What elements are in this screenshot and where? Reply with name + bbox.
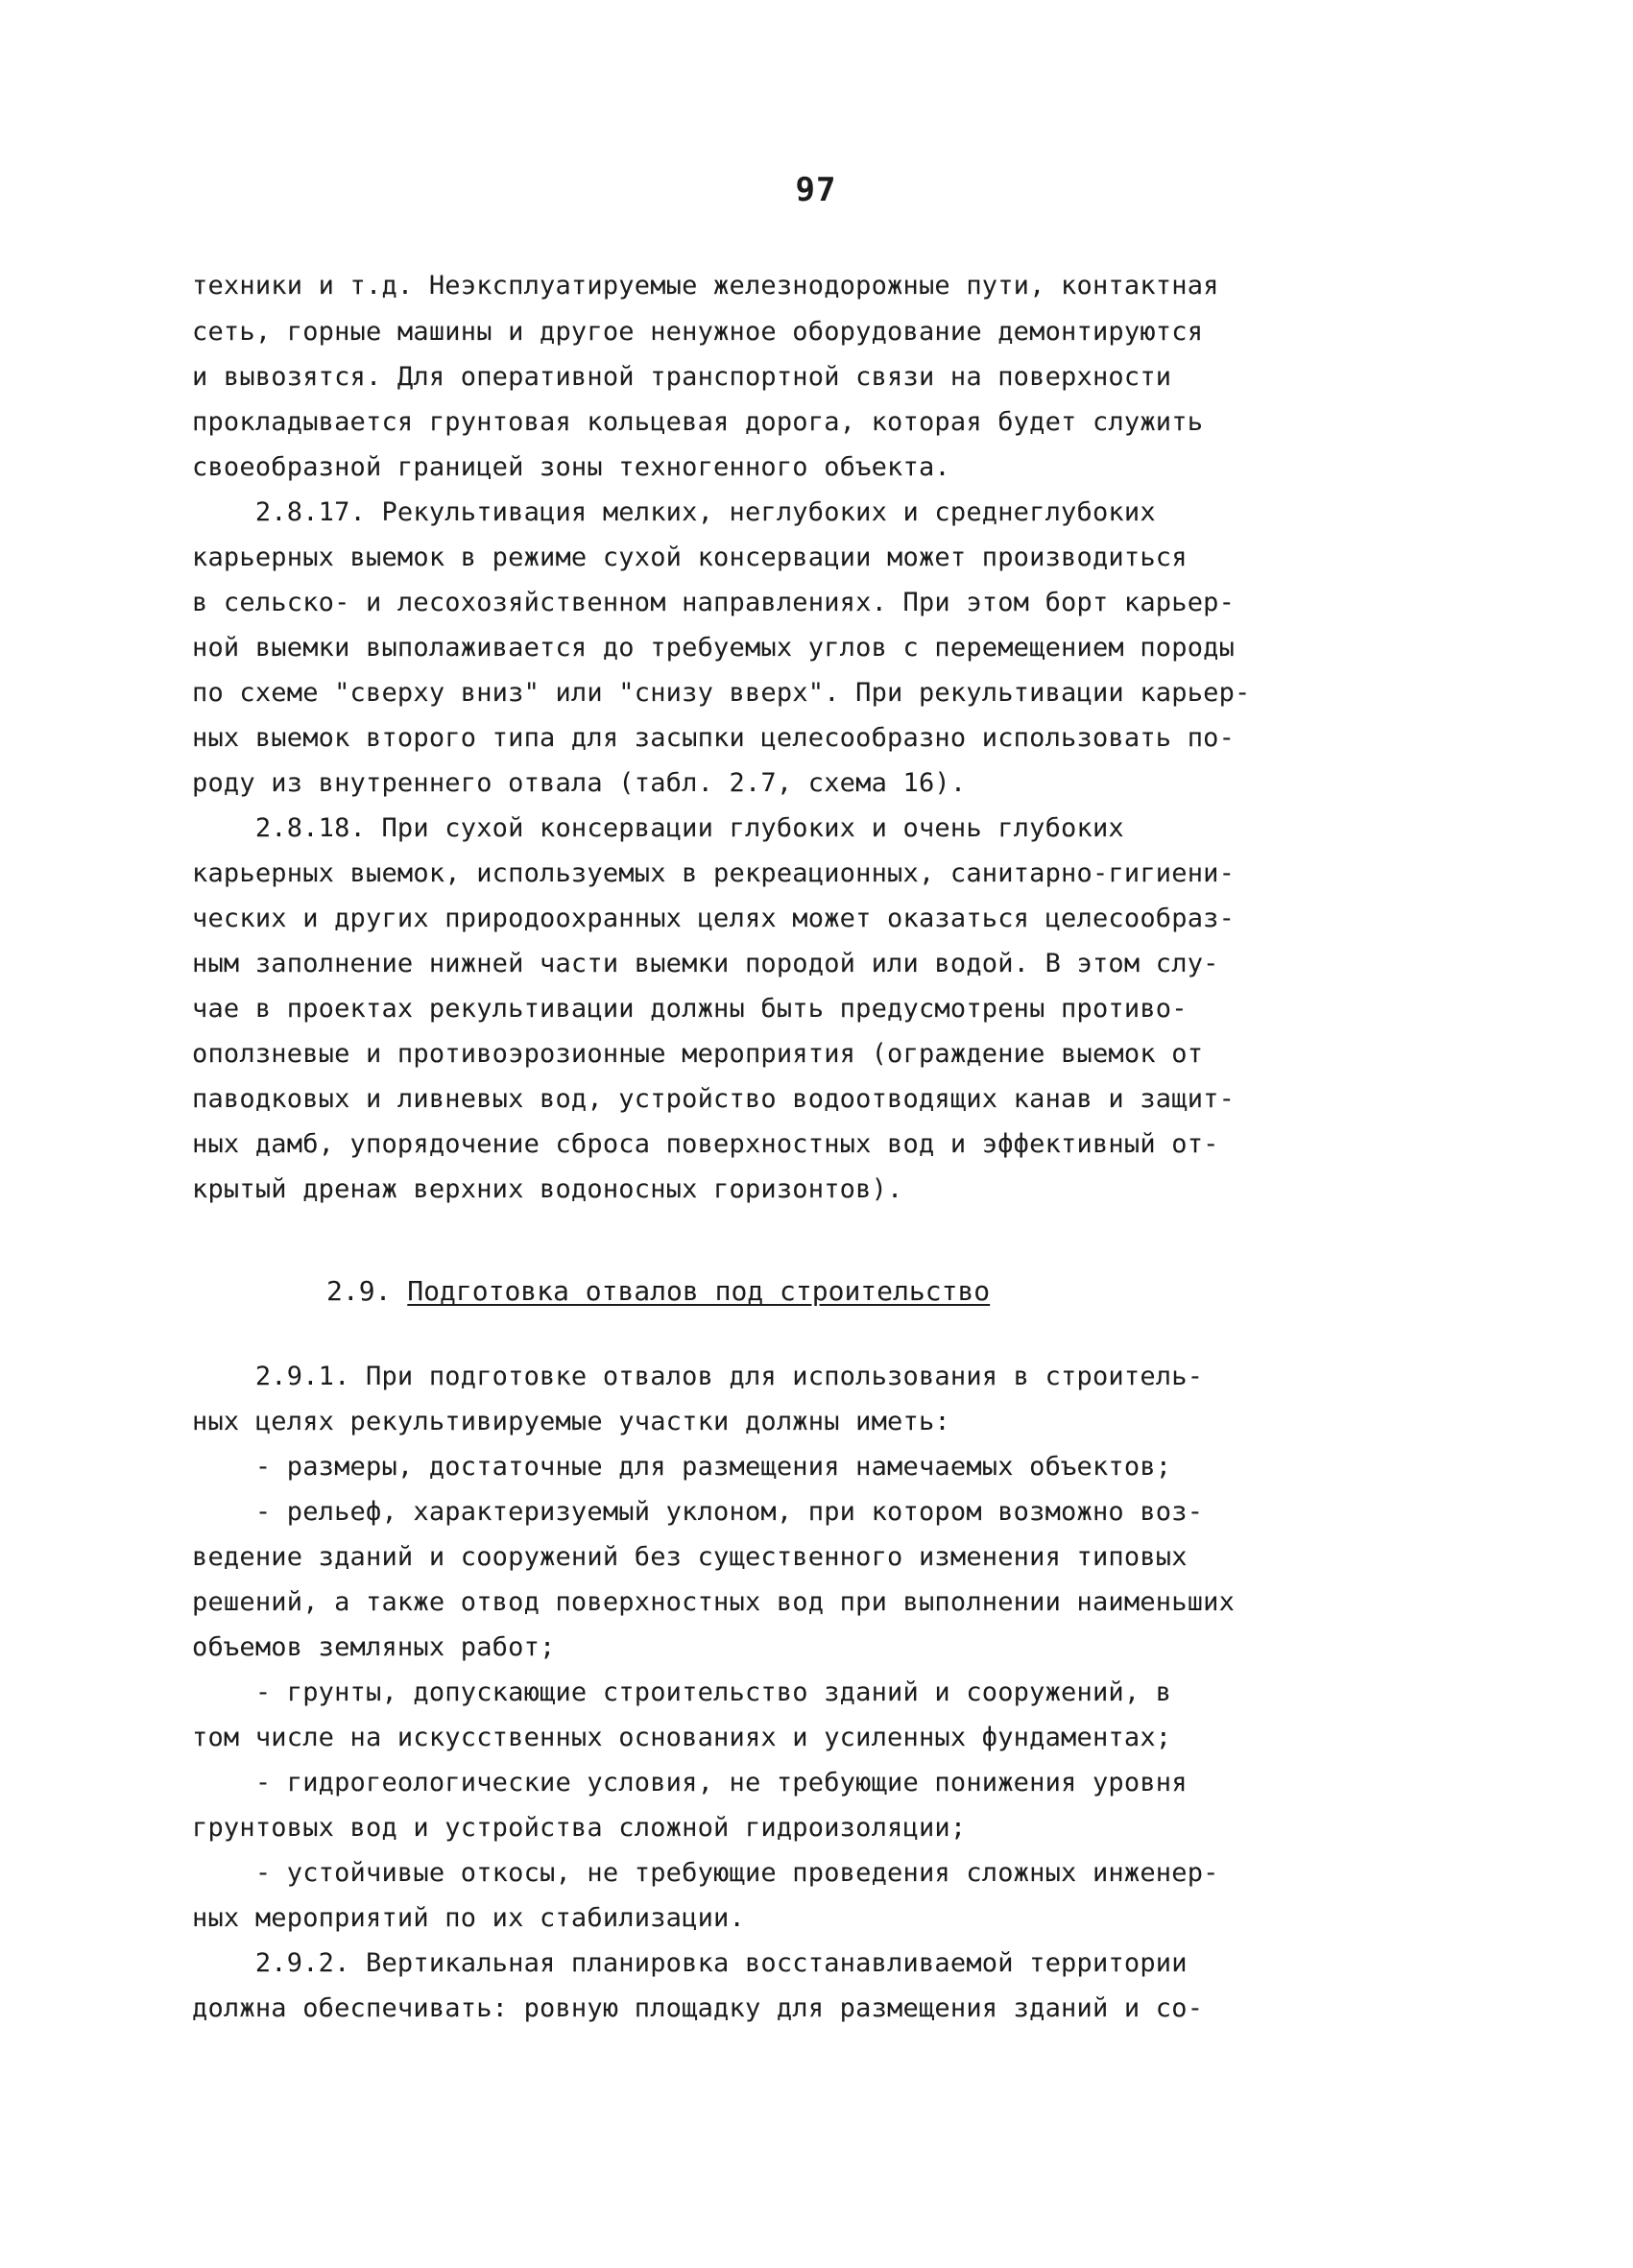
text-line: ческих и других природоохранных целях может оказаться целесообраз-	[192, 904, 1236, 933]
text-line: должна обеспечивать: ровную площадку для размещения зданий и со-	[192, 1993, 1204, 2023]
text-line: ным заполнение нижней части выемки породой или водой. В этом слу-	[192, 949, 1219, 978]
text-line: ной выемки выполаживается до требуемых углов с перемещением породы	[192, 633, 1236, 663]
text-line: роду из внутреннего отвала (табл. 2.7, схема 16).	[192, 768, 967, 798]
text-line: прокладывается грунтовая кольцевая дорога, которая будет служить	[192, 407, 1204, 437]
text-line: карьерных выемок, используемых в рекреационных, санитарно-гигиени-	[192, 858, 1236, 888]
text-line: ных дамб, упорядочение сброса поверхностных вод и эффективный от-	[192, 1129, 1219, 1159]
text-line: 2.8.18. При сухой консервации глубоких и очень глубоких	[192, 813, 1124, 843]
page-number: 97	[795, 171, 837, 209]
text-line: - размеры, достаточные для размещения намечаемых объектов;	[192, 1452, 1172, 1482]
text-line: грунтовых вод и устройства сложной гидроизоляции;	[192, 1813, 967, 1843]
text-line: чае в проектах рекультивации должны быть предусмотрены противо-	[192, 994, 1188, 1024]
text-line: своеобразной границей зоны техногенного объекта.	[192, 452, 950, 482]
text-line: ных мероприятий по их стабилизации.	[192, 1903, 745, 1933]
text-line: ведение зданий и сооружений без существенного изменения типовых	[192, 1542, 1188, 1572]
text-line: ных целях рекультивируемые участки должны иметь:	[192, 1407, 950, 1436]
text-line: по схеме "сверху вниз" или "снизу вверх". При рекультивации карьер-	[192, 678, 1251, 708]
text-line: оползневые и противоэрозионные мероприятия (ограждение выемок от	[192, 1039, 1204, 1069]
text-line: том числе на искусственных основаниях и усиленных фундаментах;	[192, 1723, 1172, 1752]
text-line: решений, а также отвод поверхностных вод при выполнении наименьших	[192, 1587, 1236, 1617]
text-line: ных выемок второго типа для засыпки целесообразно использовать по-	[192, 723, 1236, 753]
section-heading	[326, 1275, 990, 1308]
text-line: крытый дренаж верхних водоносных горизонтов).	[192, 1174, 903, 1204]
text-line: техники и т.д. Неэксплуатируемые железнодорожные пути, контактная	[192, 271, 1219, 301]
text-line: 2.9.2. Вертикальная планировка восстанавливаемой территории	[192, 1948, 1188, 1978]
text-line: в сельско- и лесохозяйственном направлениях. При этом борт карьер-	[192, 588, 1236, 617]
text-line: - гидрогеологические условия, не требующие понижения уровня	[192, 1768, 1188, 1798]
text-line: и вывозятся. Для оперативной транспортной связи на поверхности	[192, 362, 1172, 392]
text-line: - рельеф, характеризуемый уклоном, при котором возможно воз-	[192, 1497, 1204, 1527]
text-line: объемов земляных работ;	[192, 1632, 556, 1662]
text-line: - грунты, допускающие строительство зданий и сооружений, в	[192, 1677, 1172, 1707]
text-line: 2.9.1. При подготовке отвалов для использования в строитель-	[192, 1362, 1204, 1391]
section-number: 2.9.	[326, 1275, 392, 1307]
text-line: карьерных выемок в режиме сухой консервации может производиться	[192, 543, 1188, 572]
text-line: сеть, горные машины и другое ненужное оборудование демонтируются	[192, 317, 1204, 347]
text-line: - устойчивые откосы, не требующие проведения сложных инженер-	[192, 1858, 1219, 1888]
section-title: Подготовка отвалов под строительство	[407, 1275, 991, 1307]
text-line: паводковых и ливневых вод, устройство водоотводящих канав и защит-	[192, 1084, 1236, 1114]
text-line: 2.8.17. Рекультивация мелких, неглубоких и среднеглубоких	[192, 497, 1156, 527]
